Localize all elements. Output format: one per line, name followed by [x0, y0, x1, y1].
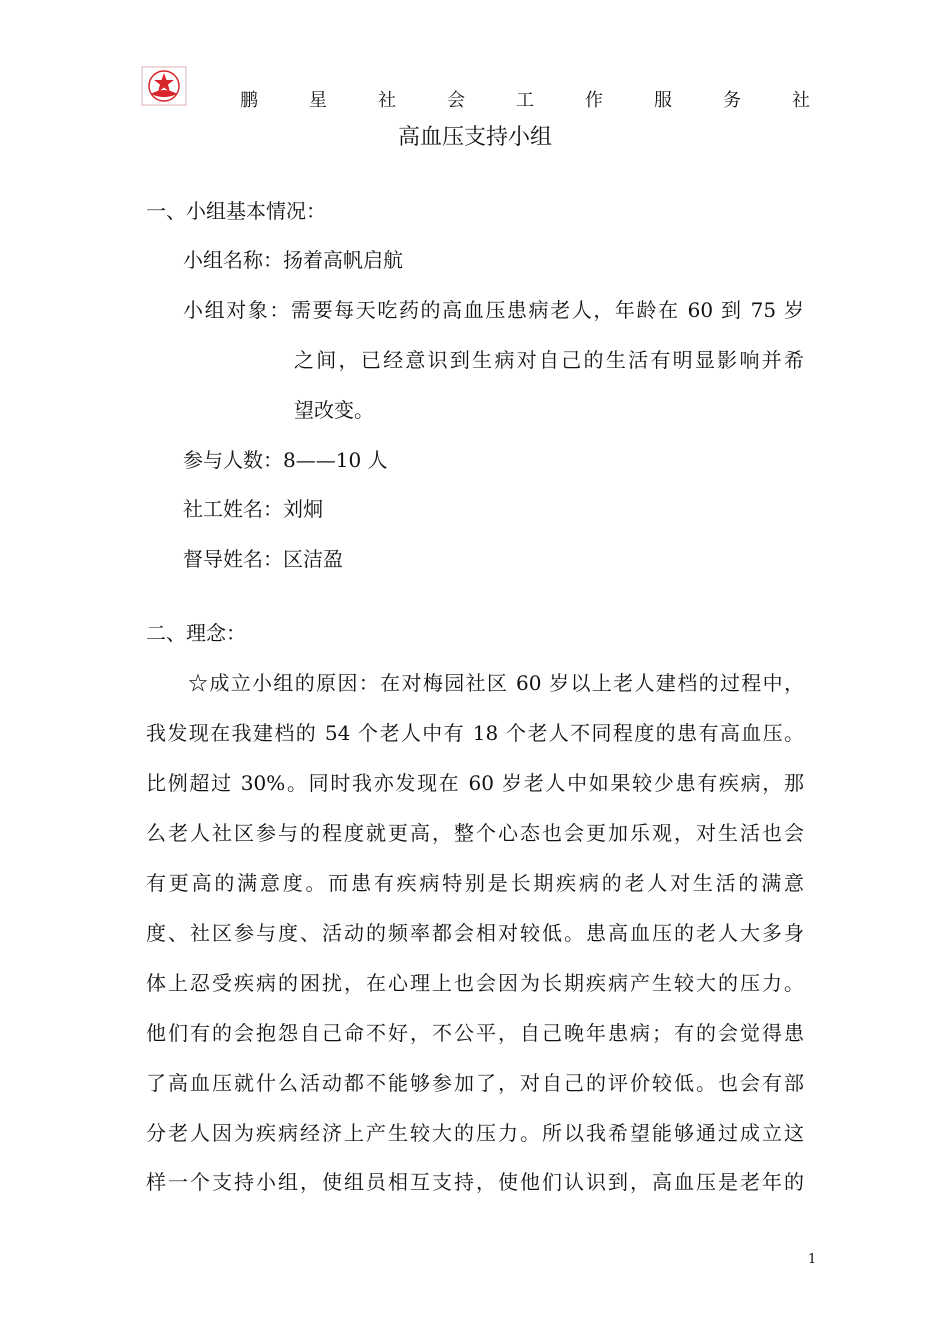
org-char: 会	[447, 90, 465, 111]
supervisor-line: 督导姓名：区洁盈	[183, 547, 343, 571]
group-name-line: 小组名称：扬着高帆启航	[183, 248, 403, 272]
paragraph-line: 度、社区参与度、活动的频率都会相对较低。患高血压的老人大多身	[146, 921, 804, 945]
paragraph-line: 体上忍受疾病的困扰，在心理上也会因为长期疾病产生较大的压力。	[146, 971, 804, 995]
participant-count-line: 参与人数：8——10 人	[183, 448, 388, 472]
paragraph-line: 我发现在我建档的 54 个老人中有 18 个老人不同程度的患有高血压。	[146, 721, 804, 745]
paragraph-line: 分老人因为疾病经济上产生较大的压力。所以我希望能够通过成立这	[146, 1121, 804, 1145]
organization-name	[240, 86, 810, 110]
paragraph-line: ☆成立小组的原因：在对梅园社区 60 岁以上老人建档的过程中，	[188, 671, 804, 695]
paragraph-line: 有更高的满意度。而患有疾病特别是长期疾病的老人对生活的满意	[146, 871, 804, 895]
org-char: 社	[378, 90, 396, 111]
social-worker-line: 社工姓名：刘炯	[183, 497, 323, 521]
group-target-line: 小组对象：需要每天吃药的高血压患病老人，年龄在 60 到 75 岁	[183, 298, 804, 322]
star-wings-logo-icon	[141, 66, 187, 106]
org-char: 星	[309, 90, 327, 111]
org-char: 社	[792, 90, 810, 111]
section1-heading: 一、小组基本情况：	[146, 199, 326, 223]
org-char: 工	[516, 90, 534, 111]
org-char: 鹏	[240, 90, 258, 111]
organization-logo	[141, 66, 187, 106]
section2-heading: 二、理念：	[146, 621, 246, 645]
group-target-line: 望改变。	[294, 398, 374, 422]
paragraph-line: 他们有的会抱怨自己命不好，不公平，自己晚年患病；有的会觉得患	[146, 1021, 804, 1045]
paragraph-line: 样一个支持小组，使组员相互支持，使他们认识到，高血压是老年的	[146, 1170, 804, 1194]
org-char: 务	[723, 90, 741, 111]
document-title: 高血压支持小组	[397, 125, 552, 150]
group-target-line: 之间，已经意识到生病对自己的生活有明显影响并希	[294, 348, 804, 372]
paragraph-line: 么老人社区参与的程度就更高，整个心态也会更加乐观，对生活也会	[146, 821, 804, 845]
org-char: 作	[585, 90, 603, 111]
paragraph-line: 比例超过 30%。同时我亦发现在 60 岁老人中如果较少患有疾病，那	[146, 771, 804, 795]
org-char: 服	[654, 90, 672, 111]
page-number: 1	[808, 1252, 817, 1267]
paragraph-line: 了高血压就什么活动都不能够参加了，对自己的评价较低。也会有部	[146, 1071, 804, 1095]
